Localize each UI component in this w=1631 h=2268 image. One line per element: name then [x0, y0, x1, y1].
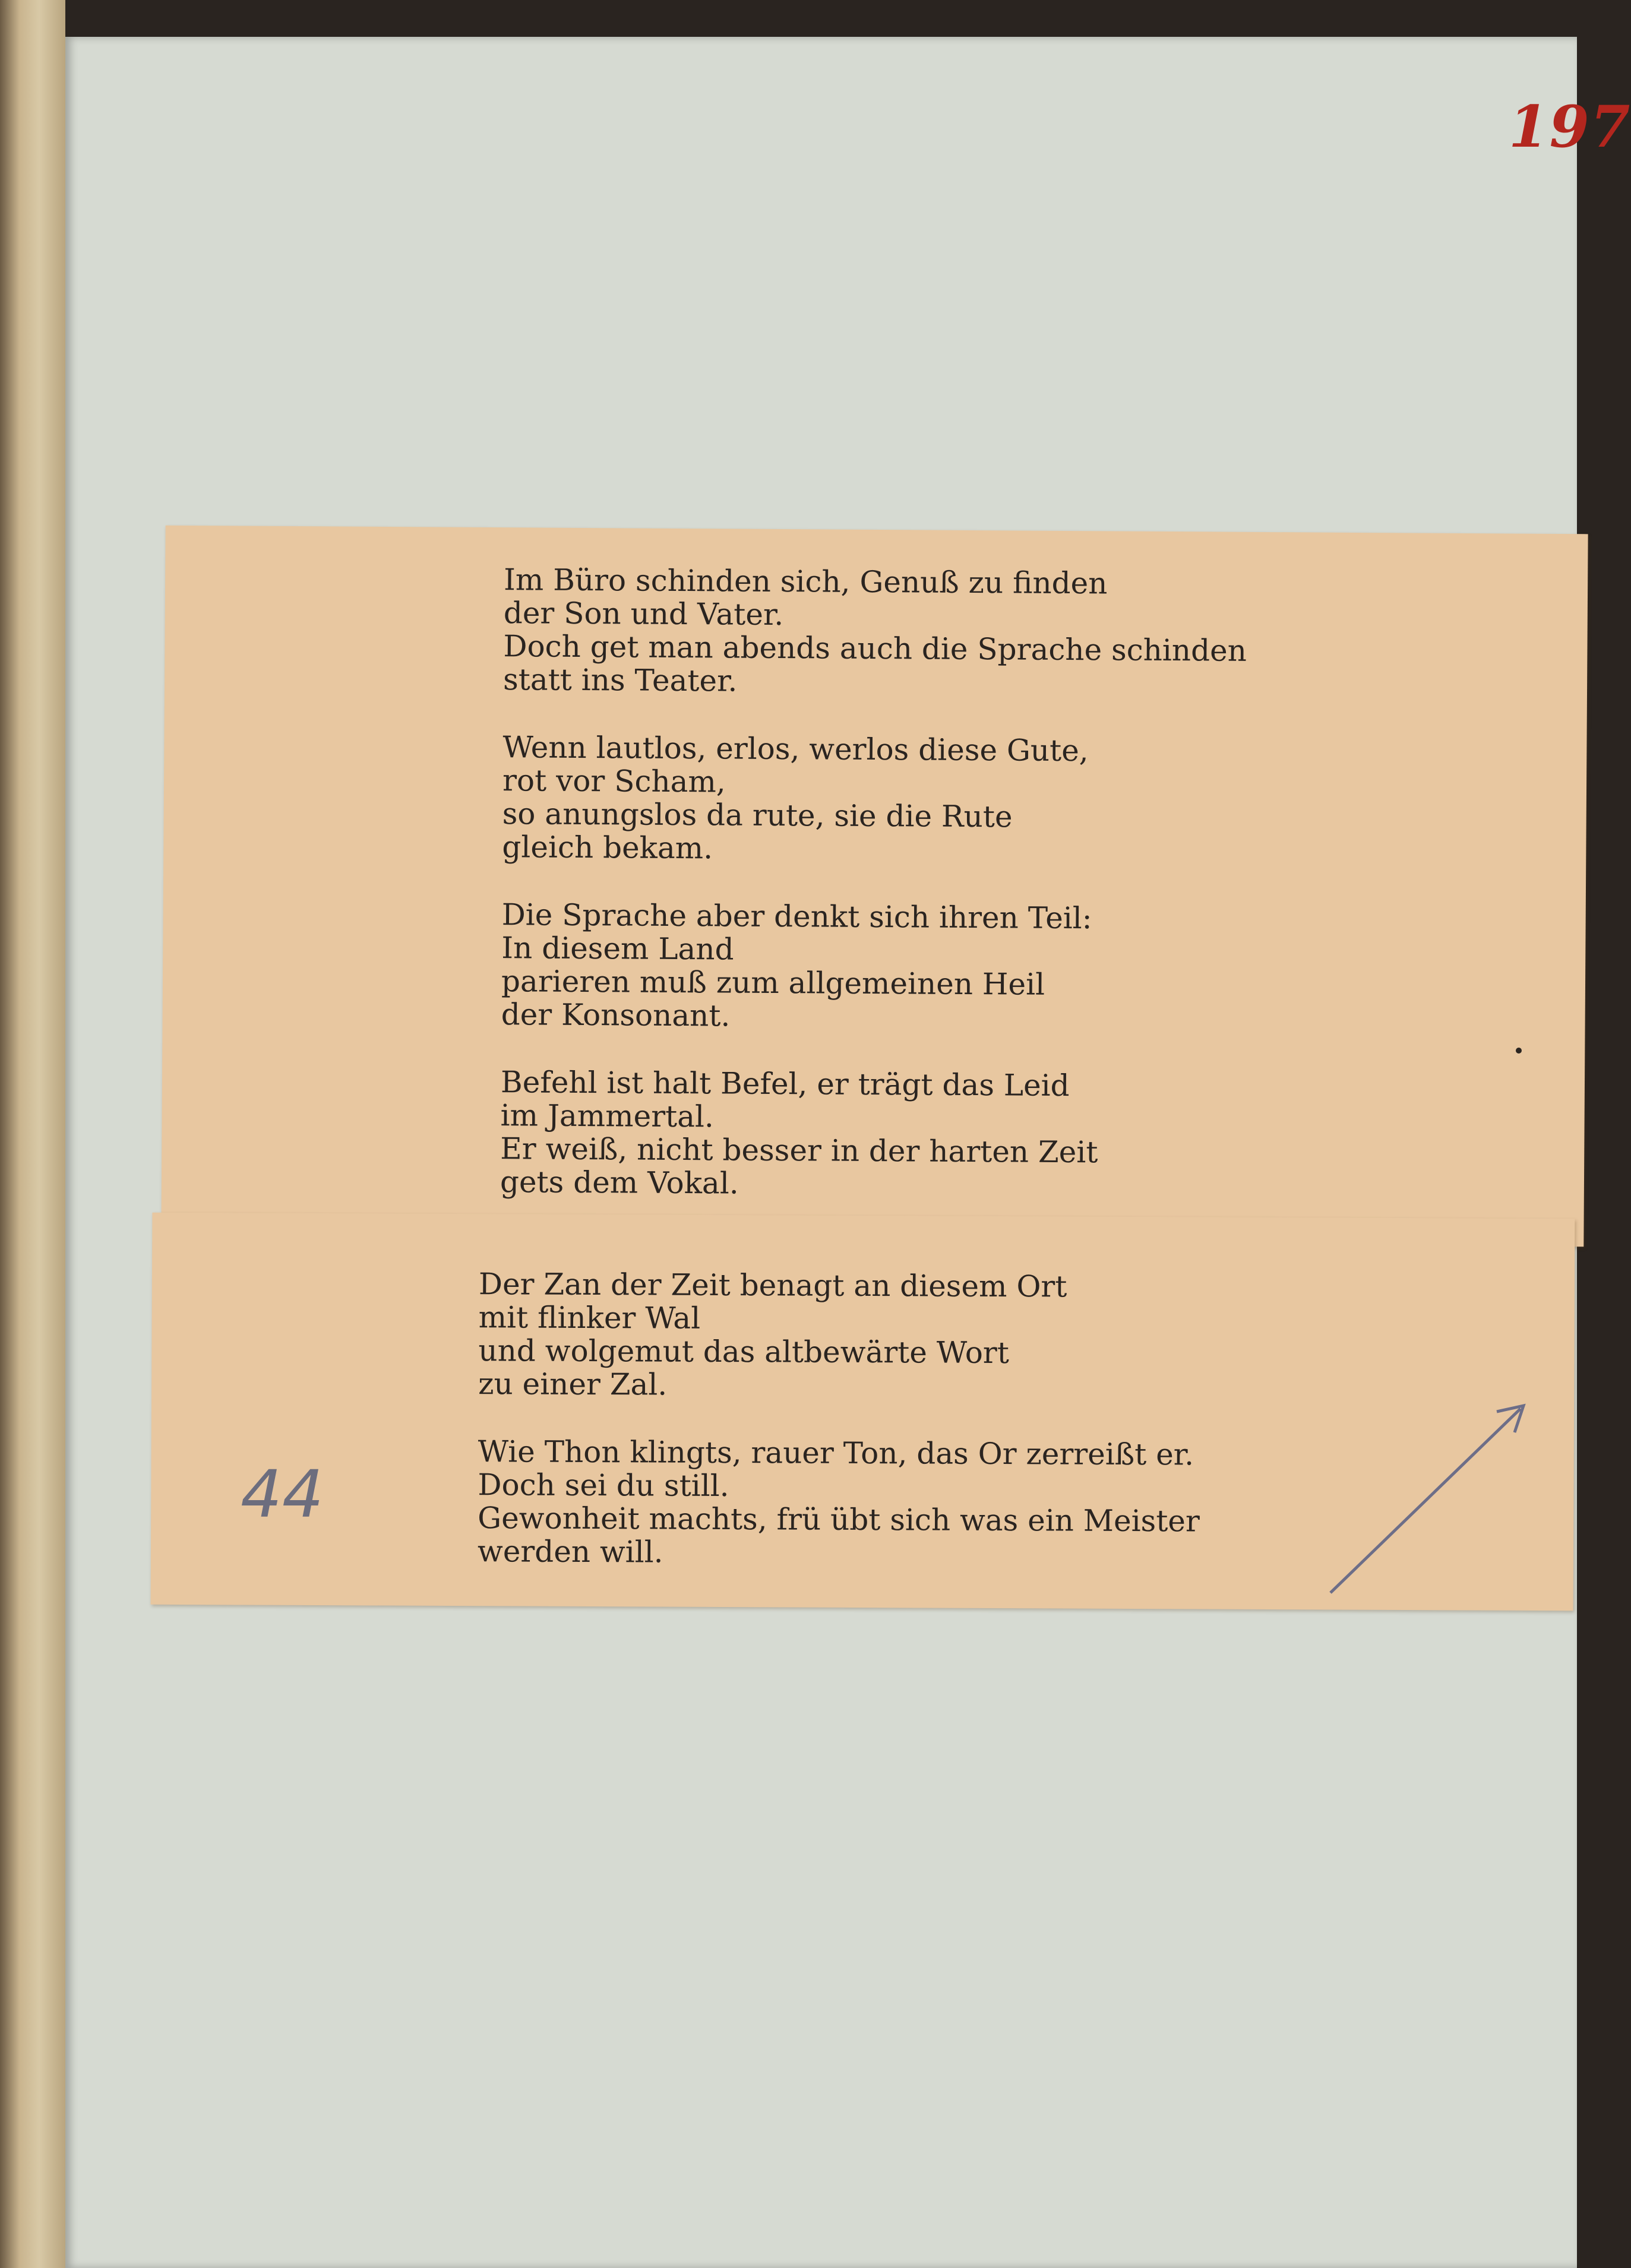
poem-line: Im Büro schinden sich, Genuß zu finden [503, 562, 1108, 601]
stanza-4 [500, 1065, 1244, 1203]
poem-line: Befehl ist halt Befel, er trägt das Leid [500, 1065, 1070, 1103]
stanza-3 [501, 898, 1245, 1036]
poem-line: im Jammertal. [500, 1098, 715, 1134]
pencil-marginal-number: 44 [241, 1456, 324, 1532]
poem-line: werden will. [477, 1534, 663, 1570]
stanza-6 [478, 1435, 1200, 1571]
stanza-1 [503, 563, 1247, 701]
book-binding [0, 0, 65, 2268]
poem-line: Doch get man abends auch die Sprache schinden [503, 629, 1247, 668]
poem-lower [478, 1267, 1201, 1605]
poem-line: der Son und Vater. [503, 596, 784, 632]
poem-line: gets dem Vokal. [500, 1165, 739, 1201]
poem-line: Gewonheit machts, frü übt sich was ein Meister [478, 1501, 1200, 1539]
poem-line: der Konsonant. [501, 997, 731, 1033]
poem-line: zu einer Zal. [478, 1367, 668, 1402]
poem-line: Der Zan der Zeit benagt an diesem Ort [478, 1267, 1067, 1304]
poem-line: gleich bekam. [502, 830, 713, 866]
page-number: 197 [1509, 93, 1631, 160]
poem-line: und wolgemut das altbewärte Wort [478, 1333, 1009, 1371]
poem-line: Die Sprache aber denkt sich ihren Teil: [501, 897, 1092, 936]
page [65, 37, 1631, 2268]
poem-upper [500, 563, 1247, 1238]
newspaper-clipping-upper [161, 526, 1588, 1247]
poem-line: mit flinker Wal [478, 1300, 701, 1336]
poem-line: In diesem Land [501, 931, 734, 967]
poem-line: Wie Thon klingts, rauer Ton, das Or zerreißt er. [478, 1434, 1194, 1472]
poem-line: Er weiß, nicht besser in der harten Zeit [500, 1131, 1098, 1170]
poem-line: Wenn lautlos, erlos, werlos diese Gute, [502, 730, 1089, 768]
poem-line: so anungslos da rute, sie die Rute [502, 796, 1013, 834]
stanza-5 [478, 1267, 1201, 1403]
stanza-2 [502, 730, 1246, 868]
pencil-arrow-icon [1325, 1397, 1550, 1611]
poem-line: Doch sei du still. [478, 1467, 729, 1504]
poem-line: rot vor Scham, [502, 763, 726, 799]
poem-line: statt ins Teater. [502, 662, 738, 698]
poem-line: parieren muß zum allgemeinen Heil [501, 964, 1045, 1002]
ink-dot [1516, 1048, 1522, 1054]
